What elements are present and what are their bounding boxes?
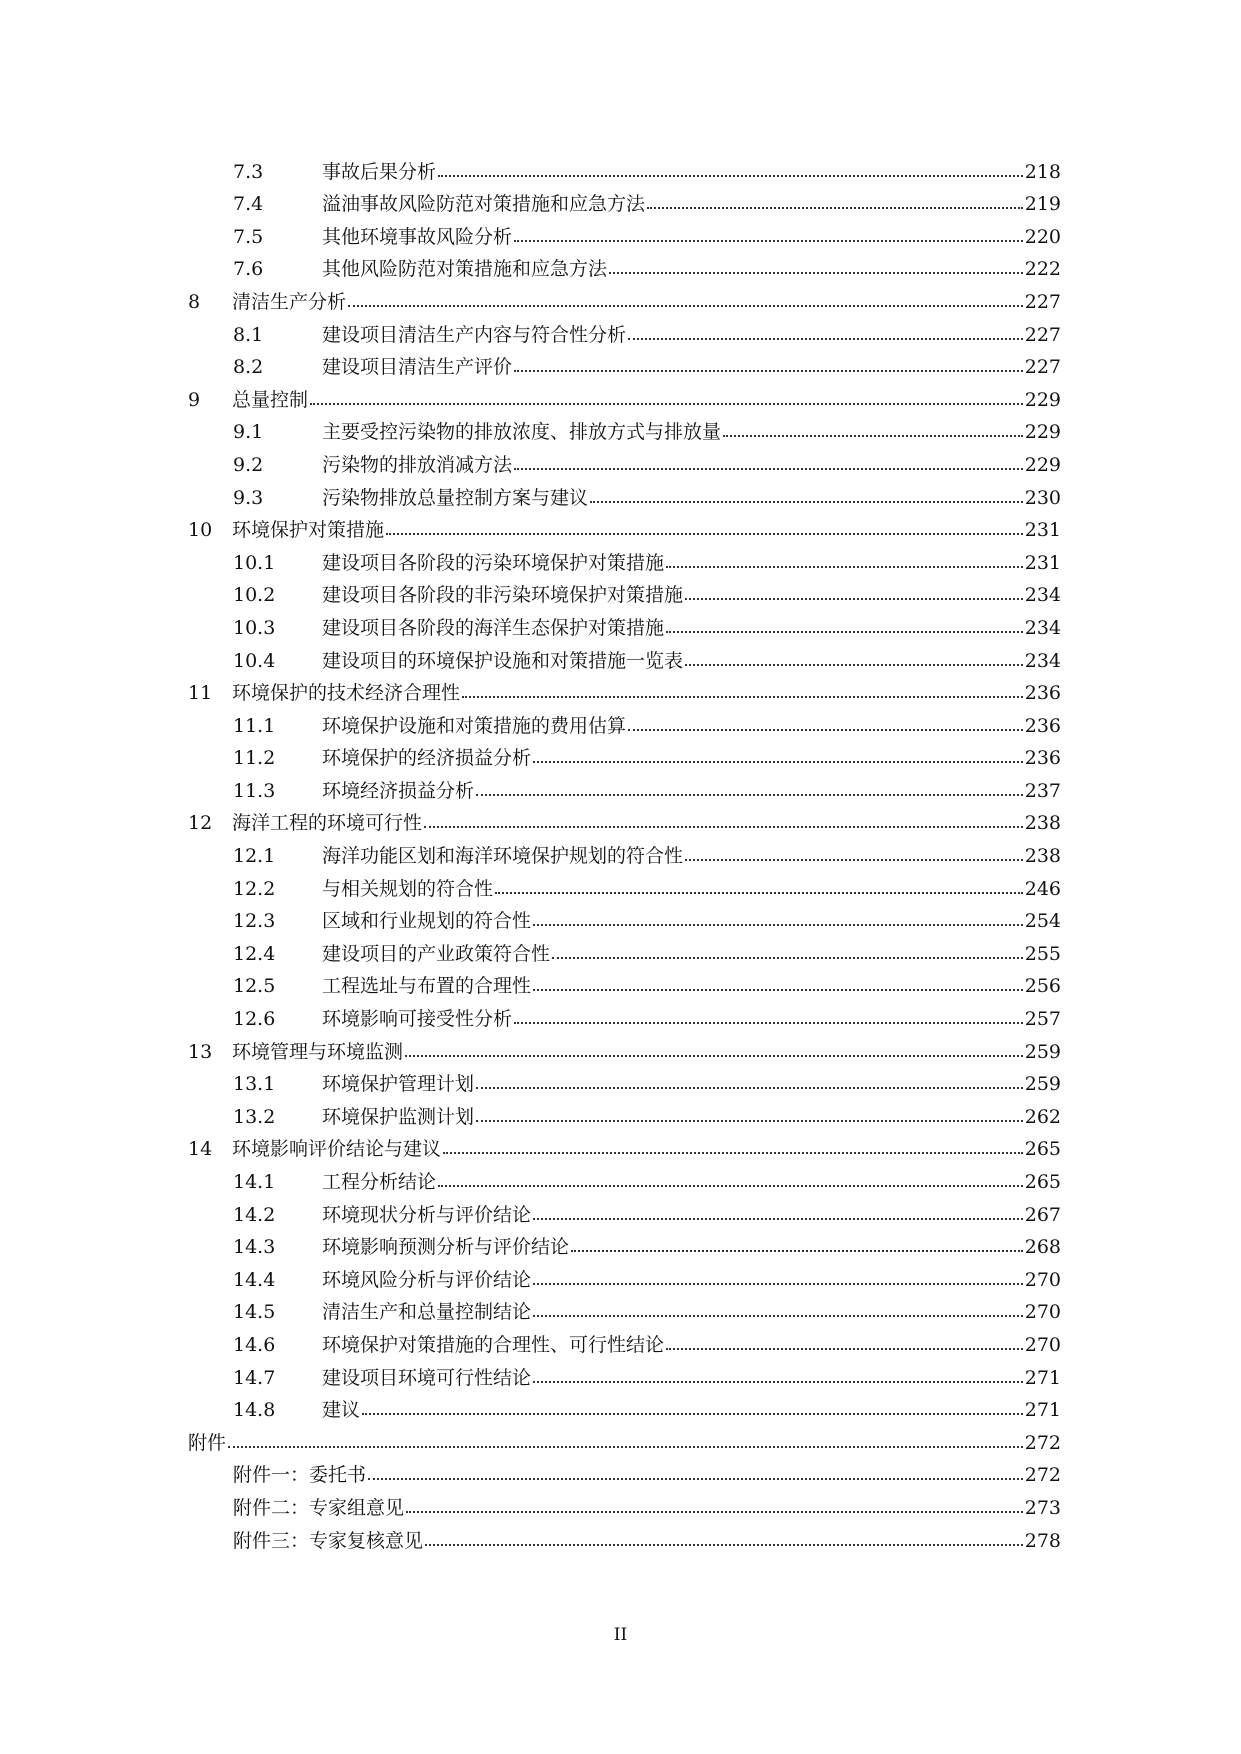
toc-entry-number: 12.5 [233, 975, 276, 998]
toc-entry [188, 574, 1061, 607]
toc-entry-title: 环境保护设施和对策措施的费用估算 [322, 714, 627, 737]
dot-leader [533, 1315, 1023, 1317]
toc-entry [188, 1519, 1061, 1552]
toc-entry-title: 污染物的排放消减方法 [322, 453, 513, 476]
toc-entry-title: 建设项目的环境保护设施和对策措施一览表 [322, 649, 684, 672]
toc-entry-number: 14.5 [233, 1301, 276, 1324]
toc-entry-number: 11.1 [233, 714, 276, 737]
dot-leader [666, 1348, 1023, 1350]
dot-leader [406, 1511, 1023, 1513]
toc-entry-number: 12.3 [233, 910, 276, 933]
toc-entry [188, 1128, 1061, 1161]
toc-entry-title: 主要受控污染物的排放浓度、排放方式与排放量 [322, 421, 722, 444]
dot-leader [476, 1087, 1023, 1089]
toc-entry [188, 704, 1061, 737]
table-of-contents [188, 150, 1061, 1552]
toc-entry-page: 272 [1024, 1431, 1061, 1454]
dot-leader [628, 338, 1023, 340]
toc-entry [188, 1258, 1061, 1291]
toc-entry-number: 9 [188, 388, 201, 411]
dot-leader [666, 566, 1023, 568]
toc-entry-page: 234 [1024, 616, 1061, 639]
toc-entry-page: 222 [1024, 258, 1061, 281]
toc-entry-title: 附件一：委托书 [233, 1464, 367, 1487]
toc-entry-page: 227 [1024, 323, 1061, 346]
dot-leader [552, 957, 1023, 959]
toc-entry-number: 10 [188, 519, 213, 542]
toc-entry-number: 14.6 [233, 1333, 276, 1356]
toc-entry-page: 230 [1024, 486, 1061, 509]
toc-entry-title: 环境保护监测计划 [322, 1105, 475, 1128]
toc-entry [188, 509, 1061, 542]
toc-entry-page: 218 [1024, 160, 1061, 183]
toc-entry-number: 11 [188, 682, 213, 705]
toc-entry-number: 8 [188, 290, 201, 313]
toc-entry-number: 10.4 [233, 649, 276, 672]
toc-entry-page: 238 [1024, 812, 1061, 835]
toc-entry-page: 231 [1024, 519, 1061, 542]
toc-entry [188, 1291, 1061, 1324]
toc-entry-page: 227 [1024, 356, 1061, 379]
toc-entry-page: 227 [1024, 290, 1061, 313]
toc-entry-number: 14.7 [233, 1366, 276, 1389]
toc-entry-page: 259 [1024, 1040, 1061, 1063]
toc-entry-number: 7.5 [233, 225, 264, 248]
dot-leader [310, 403, 1023, 405]
toc-entry [188, 313, 1061, 346]
toc-entry-number: 13.1 [233, 1073, 276, 1096]
toc-entry-page: 271 [1024, 1399, 1061, 1422]
toc-entry [188, 248, 1061, 281]
toc-entry-title: 环境保护对策措施的合理性、可行性结论 [322, 1333, 665, 1356]
dot-leader [514, 240, 1023, 242]
toc-entry-title: 环境保护对策措施 [232, 519, 385, 542]
toc-entry-title: 建设项目各阶段的海洋生态保护对策措施 [322, 616, 665, 639]
dot-leader [685, 598, 1023, 600]
toc-entry-number: 8.1 [233, 323, 264, 346]
toc-entry [188, 1226, 1061, 1259]
toc-entry-number: 13 [188, 1040, 213, 1063]
toc-entry-page: 268 [1024, 1236, 1061, 1259]
toc-entry-title: 污染物排放总量控制方案与建议 [322, 486, 589, 509]
toc-entry-title: 海洋功能区划和海洋环境保护规划的符合性 [322, 845, 684, 868]
toc-entry-number: 7.4 [233, 193, 264, 216]
toc-entry [188, 802, 1061, 835]
toc-entry-number: 13.2 [233, 1105, 276, 1128]
toc-entry-page: 270 [1024, 1268, 1061, 1291]
dot-leader [348, 305, 1023, 307]
toc-entry-title: 建设项目环境可行性结论 [322, 1366, 532, 1389]
toc-entry-page: 278 [1024, 1529, 1061, 1552]
toc-entry [188, 1030, 1061, 1063]
toc-entry [188, 215, 1061, 248]
toc-entry-page: 246 [1024, 877, 1061, 900]
toc-entry-title: 其他环境事故风险分析 [322, 225, 513, 248]
toc-entry-page: 270 [1024, 1333, 1061, 1356]
toc-entry-title: 与相关规划的符合性 [322, 877, 494, 900]
toc-entry [188, 378, 1061, 411]
toc-entry-page: 236 [1024, 682, 1061, 705]
toc-entry-number: 12.2 [233, 877, 276, 900]
dot-leader [514, 1022, 1023, 1024]
toc-entry-page: 231 [1024, 551, 1061, 574]
toc-entry [188, 769, 1061, 802]
toc-entry-number: 14.3 [233, 1236, 276, 1259]
toc-entry-title: 建设项目各阶段的非污染环境保护对策措施 [322, 584, 684, 607]
toc-entry-title: 环境保护管理计划 [322, 1073, 475, 1096]
dot-leader [424, 826, 1023, 828]
dot-leader [476, 1120, 1023, 1122]
toc-entry-title: 建设项目清洁生产评价 [322, 356, 513, 379]
toc-entry-title: 总量控制 [232, 388, 309, 411]
toc-entry-page: 229 [1024, 421, 1061, 444]
toc-entry [188, 834, 1061, 867]
dot-leader [386, 533, 1023, 535]
dot-leader [476, 794, 1023, 796]
toc-entry-number: 12.4 [233, 942, 276, 965]
toc-entry-number: 11.3 [233, 779, 276, 802]
dot-leader [533, 1283, 1023, 1285]
toc-entry-number: 14.8 [233, 1399, 276, 1422]
dot-leader [647, 207, 1023, 209]
toc-entry-page: 271 [1024, 1366, 1061, 1389]
dot-leader [438, 1185, 1023, 1187]
toc-entry-page: 265 [1024, 1138, 1061, 1161]
dot-leader [685, 859, 1023, 861]
toc-entry-page: 256 [1024, 975, 1061, 998]
toc-entry-number: 10.1 [233, 551, 276, 574]
toc-entry-title: 环境影响可接受性分析 [322, 1008, 513, 1031]
toc-entry-page: 219 [1024, 193, 1061, 216]
toc-entry-number: 9.2 [233, 453, 264, 476]
toc-entry-title: 环境经济损益分析 [322, 779, 475, 802]
dot-leader [571, 1250, 1023, 1252]
toc-entry [188, 737, 1061, 770]
toc-entry-title: 环境影响预测分析与评价结论 [322, 1236, 570, 1259]
toc-entry-page: 272 [1024, 1464, 1061, 1487]
dot-leader [533, 761, 1023, 763]
toc-entry-title: 附件 [188, 1431, 227, 1454]
toc-entry-title: 环境管理与环境监测 [232, 1040, 404, 1063]
toc-entry [188, 1421, 1061, 1454]
dot-leader [495, 892, 1023, 894]
dot-leader [362, 1413, 1023, 1415]
toc-entry-number: 7.3 [233, 160, 264, 183]
toc-entry [188, 346, 1061, 379]
toc-entry [188, 280, 1061, 313]
toc-entry-page: 229 [1024, 388, 1061, 411]
toc-entry-title: 环境影响评价结论与建议 [232, 1138, 442, 1161]
toc-entry-title: 工程分析结论 [322, 1171, 437, 1193]
toc-entry [188, 867, 1061, 900]
dot-leader [438, 175, 1023, 177]
toc-entry [188, 997, 1061, 1030]
dot-leader [685, 664, 1023, 666]
toc-entry-title: 建设项目各阶段的污染环境保护对策措施 [322, 551, 665, 574]
dot-leader [533, 924, 1023, 926]
toc-entry [188, 541, 1061, 574]
toc-entry-page: 237 [1024, 779, 1061, 802]
toc-entry-page: 236 [1024, 714, 1061, 737]
dot-leader [723, 435, 1023, 437]
toc-entry-title: 清洁生产和总量控制结论 [322, 1301, 532, 1324]
toc-entry-number: 14 [188, 1138, 213, 1161]
toc-entry-number: 9.3 [233, 486, 264, 509]
toc-entry-number: 14.2 [233, 1203, 276, 1226]
toc-entry-title: 附件二：专家组意见 [233, 1496, 405, 1519]
toc-entry-page: 234 [1024, 584, 1061, 607]
page-number: II [613, 1625, 628, 1645]
toc-entry-number: 8.2 [233, 356, 264, 379]
toc-entry-title: 区域和行业规划的符合性 [322, 910, 532, 933]
toc-entry [188, 150, 1061, 183]
toc-entry [188, 1095, 1061, 1128]
toc-entry-number: 7.6 [233, 258, 264, 281]
toc-entry-page: 234 [1024, 649, 1061, 672]
dot-leader [514, 370, 1023, 372]
toc-entry-title: 海洋工程的环境可行性 [232, 812, 423, 835]
toc-entry [188, 1160, 1061, 1193]
toc-entry [188, 932, 1061, 965]
toc-entry-title: 清洁生产分析 [232, 290, 347, 313]
toc-entry-title: 建设项目的产业政策符合性 [322, 942, 551, 965]
toc-entry-page: 259 [1024, 1073, 1061, 1096]
toc-entry-title: 环境现状分析与评价结论 [322, 1203, 532, 1226]
toc-entry [188, 476, 1061, 509]
toc-entry [188, 411, 1061, 444]
toc-entry-page: 267 [1024, 1203, 1061, 1226]
dot-leader [425, 1544, 1023, 1546]
toc-entry-title: 建议 [322, 1399, 361, 1422]
toc-entry-page: 265 [1024, 1171, 1061, 1193]
toc-entry-page: 254 [1024, 910, 1061, 933]
toc-entry-title: 溢油事故风险防范对策措施和应急方法 [322, 193, 646, 216]
toc-entry-number: 14.1 [233, 1171, 276, 1193]
dot-leader [590, 501, 1023, 503]
toc-entry [188, 900, 1061, 933]
toc-entry [188, 1389, 1061, 1422]
dot-leader [533, 989, 1023, 991]
toc-entry-page: 273 [1024, 1496, 1061, 1519]
toc-entry-number: 10.3 [233, 616, 276, 639]
dot-leader [514, 468, 1023, 470]
dot-leader [228, 1446, 1023, 1448]
toc-entry-title: 工程选址与布置的合理性 [322, 975, 532, 998]
toc-entry-title: 环境保护的经济损益分析 [322, 747, 532, 770]
toc-entry-title: 环境保护的技术经济合理性 [232, 682, 461, 705]
toc-entry [188, 1063, 1061, 1096]
toc-entry [188, 1454, 1061, 1487]
toc-entry-page: 257 [1024, 1008, 1061, 1031]
toc-entry-number: 9.1 [233, 421, 264, 444]
toc-entry-page: 236 [1024, 747, 1061, 770]
toc-entry [188, 606, 1061, 639]
toc-entry-number: 11.2 [233, 747, 276, 770]
toc-entry-number: 12 [188, 812, 213, 835]
toc-entry-page: 229 [1024, 453, 1061, 476]
toc-entry-number: 12.6 [233, 1008, 276, 1031]
toc-entry [188, 443, 1061, 476]
dot-leader [666, 631, 1023, 633]
toc-entry-page: 238 [1024, 845, 1061, 868]
toc-entry-title: 建设项目清洁生产内容与符合性分析 [322, 323, 627, 346]
toc-entry [188, 672, 1061, 705]
toc-entry [188, 183, 1061, 216]
toc-entry-page: 255 [1024, 942, 1061, 965]
toc-entry-title: 附件三：专家复核意见 [233, 1529, 424, 1552]
dot-leader [533, 1218, 1023, 1220]
dot-leader [628, 729, 1023, 731]
toc-entry [188, 1193, 1061, 1226]
dot-leader [609, 272, 1023, 274]
toc-entry-number: 14.4 [233, 1268, 276, 1291]
dot-leader [462, 696, 1023, 698]
toc-entry [188, 1323, 1061, 1356]
toc-entry-title: 其他风险防范对策措施和应急方法 [322, 258, 608, 281]
toc-entry-title: 事故后果分析 [322, 160, 437, 183]
toc-entry-page: 270 [1024, 1301, 1061, 1324]
dot-leader [443, 1152, 1023, 1154]
toc-entry [188, 1486, 1061, 1519]
dot-leader [405, 1055, 1023, 1057]
dot-leader [368, 1478, 1023, 1480]
toc-entry-number: 10.2 [233, 584, 276, 607]
toc-entry-number: 12.1 [233, 845, 276, 868]
dot-leader [533, 1381, 1023, 1383]
toc-entry [188, 965, 1061, 998]
toc-entry-page: 220 [1024, 225, 1061, 248]
toc-entry-title: 环境风险分析与评价结论 [322, 1268, 532, 1291]
toc-entry [188, 639, 1061, 672]
toc-entry [188, 1356, 1061, 1389]
toc-entry-page: 262 [1024, 1105, 1061, 1128]
